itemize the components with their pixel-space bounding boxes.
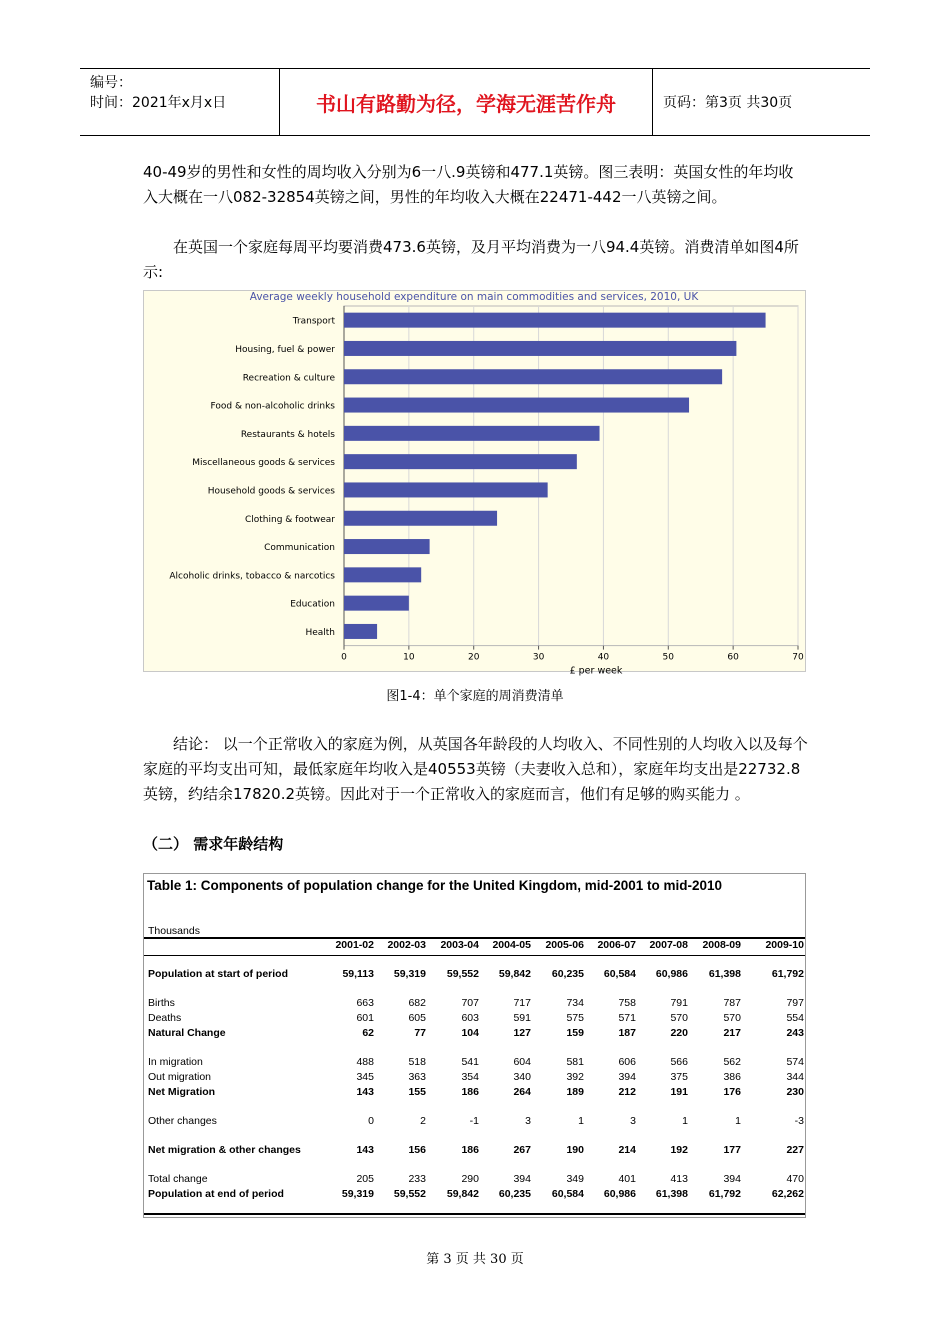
table-cell: 233 [408,1173,426,1185]
table-cell: 413 [670,1173,688,1185]
table-title: Table 1: Components of population change for the United Kingdom, mid-2001 to mid-2010 [147,878,723,893]
table-cell: 392 [566,1071,584,1083]
chart-category-label: Clothing & footwear [244,514,335,525]
chart-bar [344,398,689,413]
chart-category-label: Restaurants & hotels [240,429,335,440]
table-cell: -1 [469,1115,479,1127]
table-row-label: Deaths [148,1012,182,1024]
table-cell: 190 [566,1144,584,1156]
table-cell: 518 [408,1056,426,1068]
table-cell: 212 [618,1086,636,1098]
table-cell: 61,398 [655,1188,688,1200]
table-column-header: 2004-05 [492,939,531,951]
table-cell: 264 [513,1086,531,1098]
chart-category-label: Housing, fuel & power [235,344,335,355]
section-heading: （二） 需求年龄结构 [143,835,284,853]
table-row-label: Total change [148,1173,208,1185]
table-cell: 604 [513,1056,531,1068]
chart-bar [344,482,548,497]
table-column-header: 2002-03 [387,939,426,951]
table-bottom-rule [144,1213,805,1215]
table-cell: 60,584 [603,968,636,980]
chart-category-label: Education [290,599,335,610]
table-cell: 605 [408,1012,426,1024]
table-cell: 0 [368,1115,374,1127]
table-cell: 59,842 [498,968,531,980]
chart-title: Average weekly household expenditure on main commodities and services, 2010, UK [249,291,699,303]
table-cell: 155 [408,1086,426,1098]
table-column-header: 2009-10 [765,939,804,951]
chart-bar [344,313,766,328]
table-cell: 570 [670,1012,688,1024]
table-cell: 127 [513,1027,531,1039]
table-cell: 340 [513,1071,531,1083]
table-cell: 191 [670,1086,688,1098]
table-cell: 59,842 [446,1188,479,1200]
table-row-label: Natural Change [148,1027,226,1039]
document-number-label: 编号： [90,75,132,91]
table-cell: 394 [723,1173,741,1185]
table-column-header: 2007-08 [649,939,688,951]
table-cell: 104 [461,1027,479,1039]
chart-x-tick-label: 10 [403,652,415,663]
chart-category-label: Household goods & services [207,486,335,497]
chart-category-label: Alcoholic drinks, tobacco & narcotics [169,571,335,582]
table-cell: 214 [618,1144,636,1156]
chart-plot-area [344,306,798,646]
table-cell: 59,113 [342,968,374,980]
table-cell: 1 [682,1115,688,1127]
table-cell: 386 [723,1071,741,1083]
table-cell: 189 [566,1086,584,1098]
chart-category-label: Transport [292,316,335,327]
table-cell: 61,792 [771,968,804,980]
table-cell: 707 [461,997,479,1009]
table-cell: 176 [723,1086,741,1098]
table-cell: 3 [630,1115,636,1127]
chart-x-tick-label: 50 [662,652,675,663]
chart-bar [344,624,377,639]
table-cell: -3 [794,1115,804,1127]
chart-caption: 图1-4：单个家庭的周消费清单 [386,689,564,704]
table-cell: 205 [356,1173,374,1185]
chart-category-label: Recreation & culture [242,373,335,384]
table-cell: 375 [670,1071,688,1083]
table-row-label: Population at start of period [148,968,289,980]
paragraph-conclusion: 结论： 以一个正常收入的家庭为例，从英国各年龄段的人均收入、不同性别的人均收入以及每个家庭的平均支出可知，最低家庭年均收入是40553英镑（夫妻收入总和），家庭年均支出是22732.8英镑，约结余17820.2英镑。因此对于一个正常收入的家庭而言，他们有足够的购买能力 。 [143,735,808,803]
table-cell: 566 [670,1056,688,1068]
table-column-header: 2001-02 [335,939,374,951]
chart-bar [344,511,497,526]
paragraph-expenditure: 在英国一个家庭每周平均要消费473.6英镑，及月平均消费为一八94.4英镑。消费清单如图4所示: [143,238,799,281]
chart-bar [344,454,577,469]
table-cell: 394 [618,1071,636,1083]
table-cell: 470 [786,1173,804,1185]
table-cell: 267 [513,1144,531,1156]
table-cell: 349 [566,1173,584,1185]
header-motto: 书山有路勤为径，学海无涯苦作舟 [280,69,653,135]
expenditure-chart [143,290,806,677]
table-cell: 186 [461,1144,479,1156]
table-cell: 1 [578,1115,584,1127]
chart-x-tick-label: 30 [532,652,545,663]
table-cell: 62 [362,1027,374,1039]
table-cell: 3 [525,1115,531,1127]
table-row-label: Out migration [148,1071,212,1083]
table-cell: 217 [723,1027,741,1039]
table-cell: 734 [566,997,584,1009]
header-meta [80,69,280,135]
chart-category-label: Health [305,627,335,638]
table-cell: 345 [356,1071,374,1083]
chart-category-label: Communication [264,543,335,554]
table-cell: 394 [513,1173,531,1185]
table-cell: 554 [786,1012,804,1024]
population-table [143,873,806,1218]
chart-x-tick-label: 40 [597,652,610,663]
table-cell: 143 [356,1086,374,1098]
table-cell: 61,398 [708,968,741,980]
table-cell: 59,552 [446,968,479,980]
chart-category-label: Food & non-alcoholic drinks [210,401,335,412]
chart-x-tick-label: 70 [792,652,804,663]
table-column-header: 2005-06 [545,939,584,951]
page-header [80,68,870,136]
table-cell: 59,319 [341,1188,374,1200]
header-page-label: 页码：第3页 共30页 [663,95,793,111]
table-cell: 591 [513,1012,531,1024]
table-cell: 606 [618,1056,636,1068]
expenditure-chart-svg [144,291,805,677]
table-cell: 60,235 [498,1188,531,1200]
chart-bar [344,567,421,582]
table-cell: 758 [618,997,636,1009]
chart-bar [344,596,409,611]
table-cell: 488 [356,1056,374,1068]
table-cell: 570 [723,1012,741,1024]
table-cell: 156 [408,1144,426,1156]
table-cell: 290 [461,1173,479,1185]
chart-bar [344,341,736,356]
table-cell: 159 [566,1027,584,1039]
table-column-header: 2008-09 [702,939,741,951]
table-cell: 186 [461,1086,479,1098]
table-cell: 60,986 [655,968,688,980]
table-row-label: Net migration & other changes [148,1144,301,1156]
table-cell: 62,262 [771,1188,804,1200]
chart-bar [344,426,600,441]
table-cell: 797 [786,997,804,1009]
table-row-label: Births [148,997,175,1009]
chart-x-tick-label: 60 [727,652,739,663]
table-cell: 562 [723,1056,741,1068]
table-cell: 541 [461,1056,479,1068]
table-cell: 60,235 [551,968,584,980]
table-cell: 220 [670,1027,688,1039]
table-cell: 227 [786,1144,804,1156]
table-unit: Thousands [148,925,200,937]
table-cell: 717 [513,997,531,1009]
chart-category-label: Miscellaneous goods & services [192,458,335,469]
table-row-label: In migration [148,1056,203,1068]
table-cell: 61,792 [708,1188,741,1200]
table-cell: 354 [461,1071,479,1083]
chart-bar [344,369,722,384]
table-cell: 344 [786,1071,804,1083]
table-cell: 791 [670,997,688,1009]
table-cell: 401 [618,1173,636,1185]
chart-bar [344,539,430,554]
chart-x-axis-label: £ per week [569,665,623,677]
table-cell: 2 [420,1115,426,1127]
chart-x-tick-label: 0 [341,652,347,663]
table-cell: 230 [786,1086,804,1098]
table-cell: 187 [618,1027,636,1039]
table-cell: 59,552 [393,1188,426,1200]
table-cell: 575 [566,1012,584,1024]
table-cell: 1 [735,1115,741,1127]
table-column-header: 2003-04 [440,939,479,951]
table-cell: 363 [408,1071,426,1083]
table-cell: 59,319 [393,968,426,980]
table-cell: 663 [356,997,374,1009]
table-cell: 77 [414,1027,426,1039]
table-cell: 243 [786,1027,804,1039]
table-cell: 574 [786,1056,804,1068]
table-cell: 787 [723,997,741,1009]
table-column-header: 2006-07 [597,939,636,951]
document-time-label: 时间：2021年x月x日 [90,95,227,111]
table-cell: 60,584 [551,1188,584,1200]
chart-x-tick-label: 20 [467,652,480,663]
page-footer: 第 3 页 共 30 页 [426,1252,524,1267]
table-row-label: Population at end of period [148,1188,284,1200]
table-cell: 60,986 [603,1188,636,1200]
table-cell: 581 [566,1056,584,1068]
table-cell: 571 [618,1012,636,1024]
table-cell: 177 [723,1144,741,1156]
table-cell: 143 [356,1144,374,1156]
table-row-label: Other changes [148,1115,217,1127]
table-row-label: Net Migration [148,1086,216,1098]
paragraph-income: 40-49岁的男性和女性的周均收入分别为6一八.9英镑和477.1英镑。图三表明：英国女性的年均收入大概在一八082-32854英镑之间，男性的年均收入大概在22471-442一八英镑之间。 [143,163,794,206]
table-cell: 603 [461,1012,479,1024]
table-cell: 601 [356,1012,374,1024]
table-cell: 682 [408,997,426,1009]
table-cell: 192 [670,1144,688,1156]
